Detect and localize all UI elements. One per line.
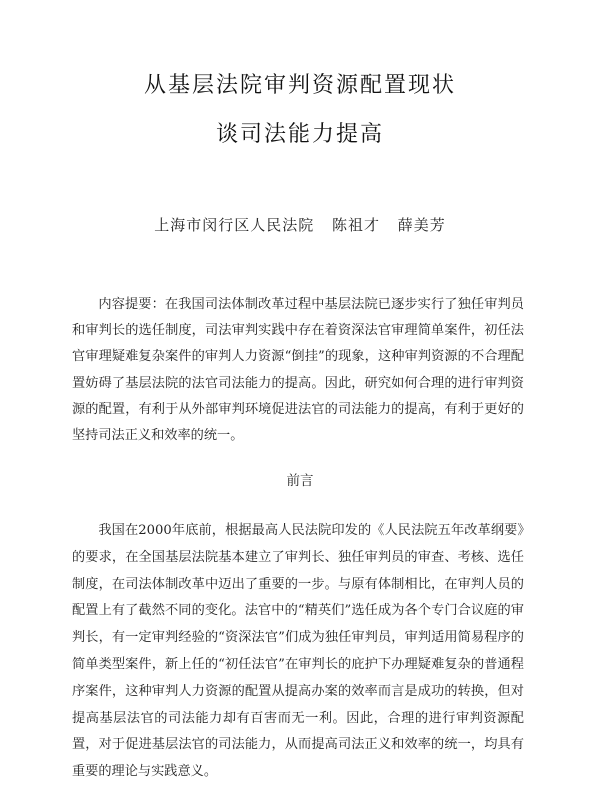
author-line bbox=[0, 214, 600, 235]
paper-title-line-2: 谈司法能力提高 bbox=[215, 122, 384, 147]
author-name: 陈祖才 bbox=[331, 216, 380, 234]
paper-title-line-1: 从基层法院审判资源配置现状 bbox=[143, 73, 456, 98]
author-name: 薛美芳 bbox=[397, 216, 446, 234]
section-heading: 前言 bbox=[286, 473, 314, 489]
abstract-paragraph: 内容提要：在我国司法体制改革过程中基层法院已逐步实行了独任审判员和审判长的选任制度，司法审判实践中存在着资深法官审理简单案件，初任法官审理疑难复杂案件的审判人力资源“倒挂”的现象，这种审判资源的不合理配置妨碍了基层法院的法官司法能力的提高。因此，研究如何合理的进行审判资源的配置，有利于从外部审判环境促进法官的司法能力的提高，有利于更好的坚持司法正义和效率的统一。 bbox=[72, 297, 524, 444]
affiliation: 上海市闵行区人民法院 bbox=[154, 216, 315, 234]
body-paragraph: 我国在2000年底前，根据最高人民法院印发的《人民法院五年改革纲要》的要求，在全国基层法院基本建立了审判长、独任审判员的审查、考核、选任制度，在司法体制改革中迈出了重要的一步。与原有体制相比，在审判人员的配置上有了截然不同的变化。法官中的“精英们”选任成为各个专门合议庭的审判长，有一定审判经验的“资深法官”们成为独任审判员，审判适用简易程序的简单类型案件，新上任的“初任法官”在审判长的庇护下办理疑难复杂的普通程序案件，这种审判人力资源的配置从提高办案的效率而言是成功的转换，但对提高基层法官的司法能力却有百害而无一利。因此，合理的进行审判资源配置，对于促进基层法官的司法能力，从而提高司法正义和效率的统一，均具有重要的理论与实践意义。 bbox=[72, 523, 524, 780]
